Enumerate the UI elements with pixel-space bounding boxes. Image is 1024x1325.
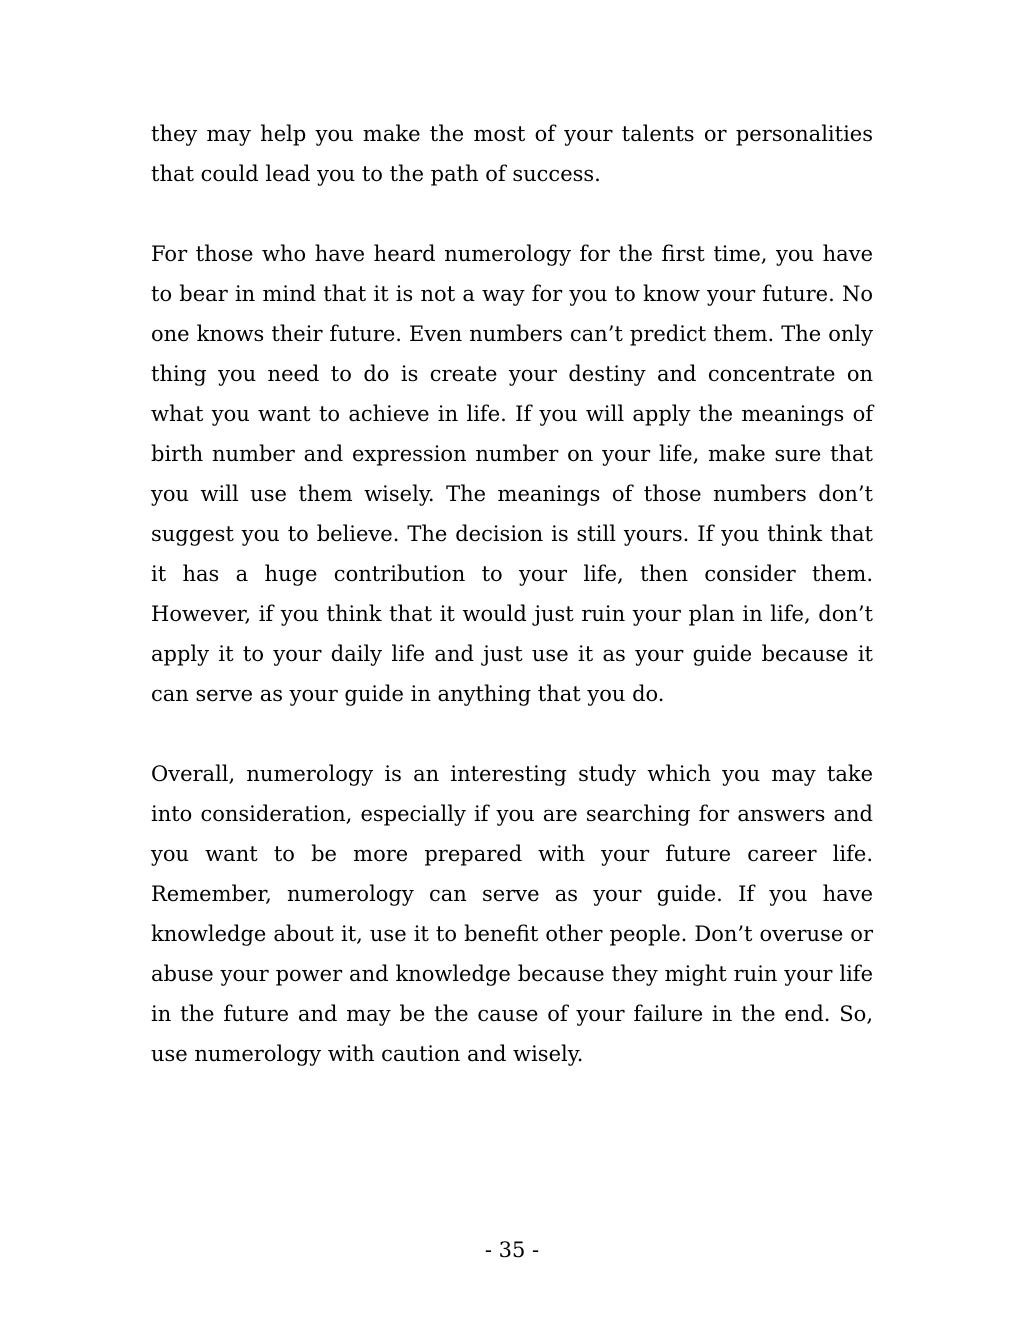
paragraph-3: Overall, numerology is an interesting study which you may take into consideration, especially if you are searching for answers and you want to be more prepared with your future career life. Remember, numerology can serve as your guide. If you have knowledge about it, use it to benefit other people. Don’t overuse or abuse your power and knowledge because they might ruin your life in the future and may be the cause of your failure in the end. So, use numerology with caution and wisely.: [151, 762, 873, 1066]
paragraph-1: they may help you make the most of your talents or personalities that could lead you to the path of success.: [151, 122, 873, 186]
page-number: - 35 -: [484, 1238, 540, 1262]
body-text: [151, 114, 873, 1114]
paragraph-2: For those who have heard numerology for the first time, you have to bear in mind that it is not a way for you to know your future. No one knows their future. Even numbers can’t predict them. The only thing you need to do is create your destiny and concentrate on what you want to achieve in life. If you will apply the meanings of birth number and expression number on your life, make sure that you will use them wisely. The meanings of those numbers don’t suggest you to believe. The decision is still yours. If you think that it has a huge contribution to your life, then consider them. However, if you think that it would just ruin your plan in life, don’t apply it to your daily life and just use it as your guide because it can serve as your guide in anything that you do.: [151, 242, 873, 706]
